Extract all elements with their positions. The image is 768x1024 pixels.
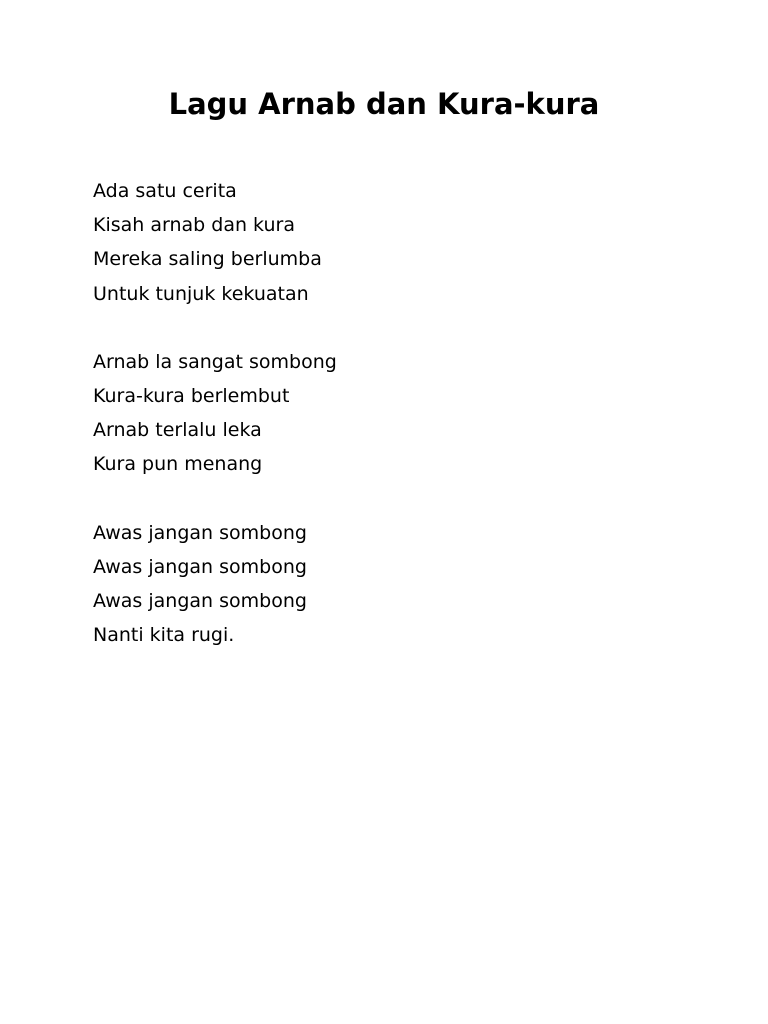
stanza-2 [93,345,693,482]
lyric-line: Ada satu cerita [93,180,237,202]
page-title: Lagu Arnab dan Kura-kura [168,87,600,121]
lyric-line: Kura-kura berlembut [93,385,290,408]
lyric-line: Awas jangan sombong [93,555,307,578]
lyric-line: Kisah arnab dan kura [93,214,295,237]
lyric-line: Untuk tunjuk kekuatan [93,282,309,305]
lyrics-body [93,174,693,686]
lyric-line: Kura pun menang [93,453,263,476]
lyric-line: Nanti kita rugi. [93,624,235,647]
stanza-1 [93,174,693,311]
stanza-3 [93,516,693,653]
lyric-line: Arnab la sangat sombong [93,350,337,373]
lyric-line: Mereka saling berlumba [93,248,322,271]
lyric-line: Awas jangan sombong [93,521,307,544]
lyric-line: Arnab terlalu leka [93,419,262,442]
lyric-line: Awas jangan sombong [93,590,307,613]
